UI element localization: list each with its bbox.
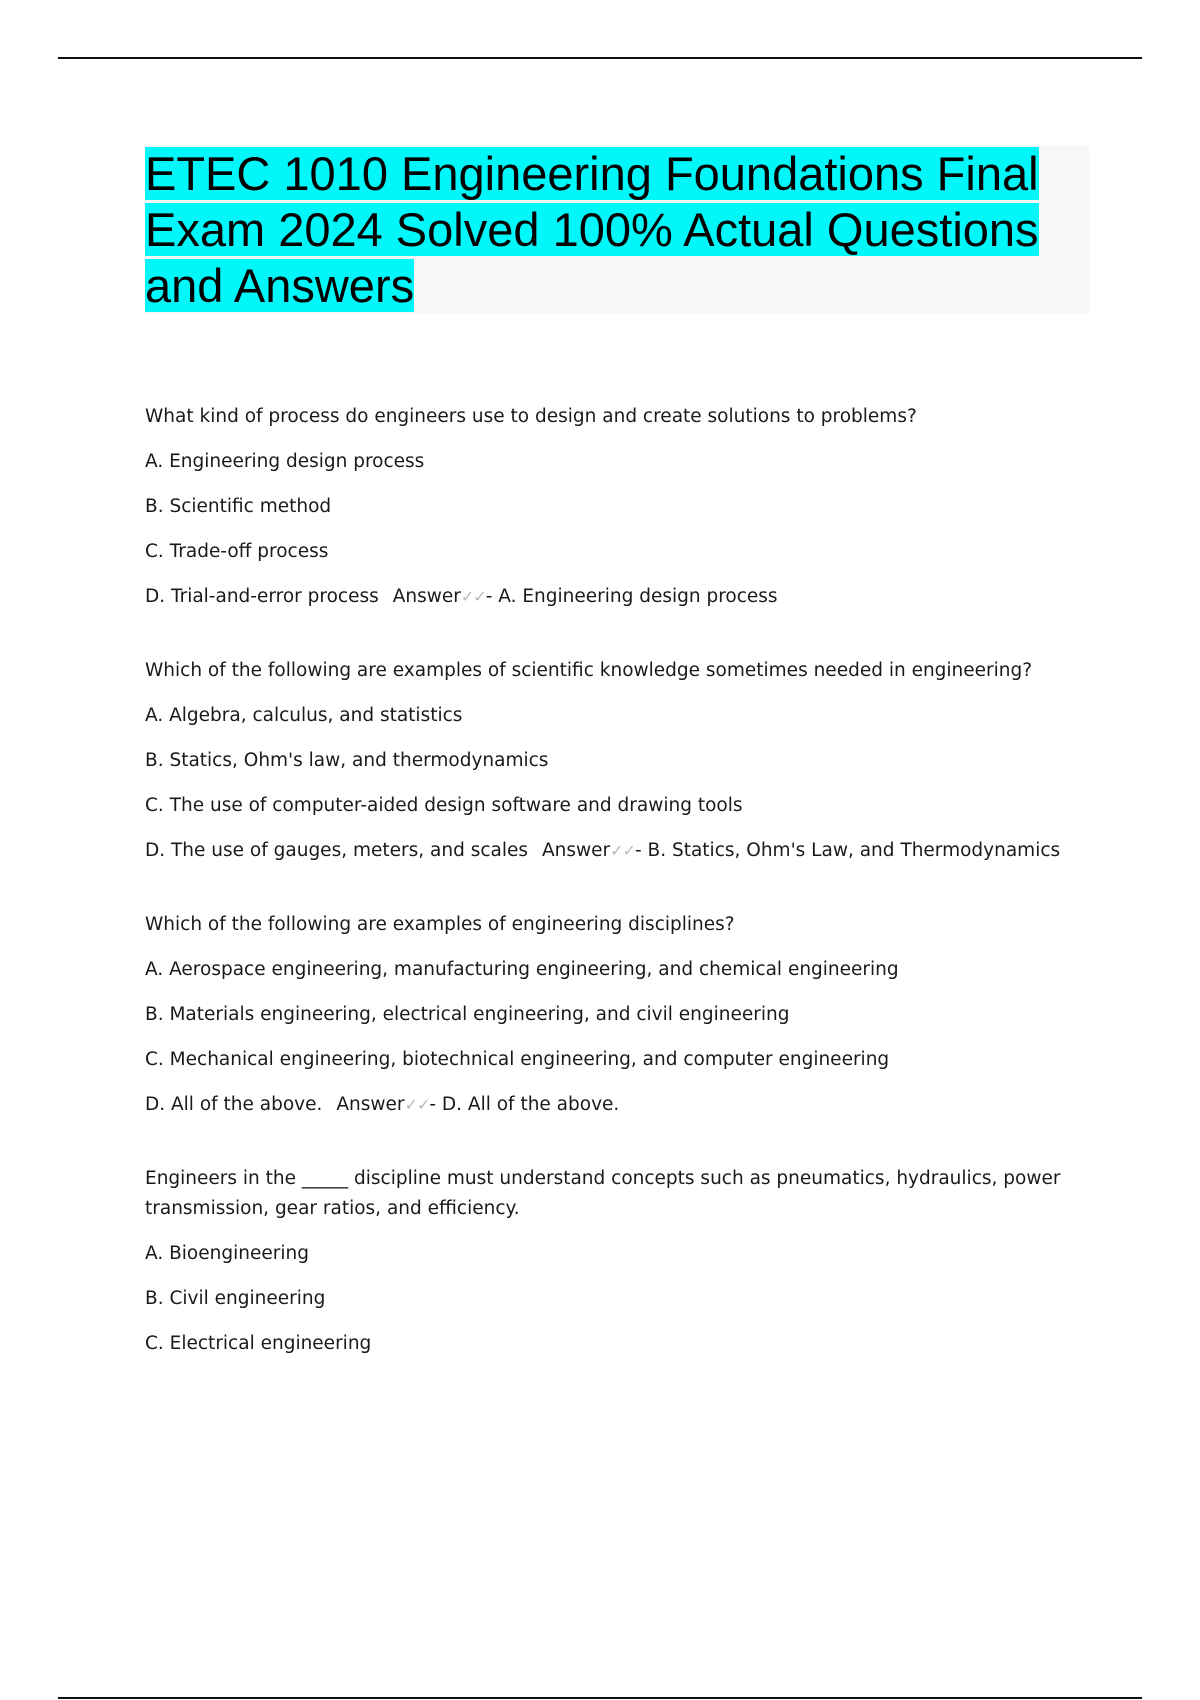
answer-label: Answer <box>392 586 461 607</box>
question-list <box>145 402 1075 1403</box>
title-block <box>145 146 1089 314</box>
option-d-with-answer <box>145 1090 1075 1120</box>
answer-text: B. Statics, Ohm's Law, and Thermodynamics <box>647 840 1061 861</box>
answer-separator: - <box>429 1094 442 1115</box>
option-d: D. The use of gauges, meters, and scales <box>145 840 528 861</box>
option-d-with-answer <box>145 836 1075 866</box>
header-rule <box>58 57 1142 59</box>
option-a: A. Engineering design process <box>145 451 425 472</box>
option-d: D. Trial-and-error process <box>145 586 379 607</box>
answer-line <box>393 586 778 607</box>
answer-line <box>336 1094 619 1115</box>
question-text: Engineers in the _____ discipline must understand concepts such as pneumatics, hydraulics, power transmission, gear ratios, and efficiency. <box>145 1168 1061 1219</box>
option-b: B. Civil engineering <box>145 1288 326 1309</box>
answer-line <box>542 840 1060 861</box>
footer-rule <box>58 1697 1142 1699</box>
answer-text: D. All of the above. <box>441 1094 620 1115</box>
document-title <box>145 146 1089 314</box>
option-d-with-answer <box>145 582 1075 612</box>
question-text: Which of the following are examples of scientific knowledge sometimes needed in engineering? <box>145 660 1033 681</box>
double-check-icon: ✓✓ <box>460 587 486 606</box>
option-c: C. The use of computer-aided design software and drawing tools <box>145 795 743 816</box>
option-c: C. Mechanical engineering, biotechnical engineering, and computer engineering <box>145 1049 890 1070</box>
option-a: A. Bioengineering <box>145 1243 309 1264</box>
option-a: A. Algebra, calculus, and statistics <box>145 705 463 726</box>
double-check-icon: ✓✓ <box>404 1095 430 1114</box>
answer-text: A. Engineering design process <box>498 586 778 607</box>
double-check-icon: ✓✓ <box>610 841 635 860</box>
question-3 <box>145 910 1075 1120</box>
question-text: Which of the following are examples of engineering disciplines? <box>145 914 735 935</box>
option-c: C. Trade-off process <box>145 541 329 562</box>
answer-label: Answer <box>542 840 611 861</box>
option-b: B. Statics, Ohm's law, and thermodynamics <box>145 750 549 771</box>
question-4 <box>145 1164 1075 1359</box>
question-1 <box>145 402 1075 612</box>
option-b: B. Scientific method <box>145 496 332 517</box>
option-d: D. All of the above. <box>145 1094 323 1115</box>
answer-separator: - <box>634 840 648 861</box>
option-b: B. Materials engineering, electrical engineering, and civil engineering <box>145 1004 790 1025</box>
option-a: A. Aerospace engineering, manufacturing engineering, and chemical engineering <box>145 959 899 980</box>
option-c: C. Electrical engineering <box>145 1333 372 1354</box>
question-2 <box>145 656 1075 866</box>
question-text: What kind of process do engineers use to design and create solutions to problems? <box>145 406 917 427</box>
document-title-highlight: ETEC 1010 Engineering Foundations Final Exam 2024 Solved 100% Actual Questions and Answers <box>145 147 1039 312</box>
answer-label: Answer <box>336 1094 405 1115</box>
answer-separator: - <box>485 586 499 607</box>
